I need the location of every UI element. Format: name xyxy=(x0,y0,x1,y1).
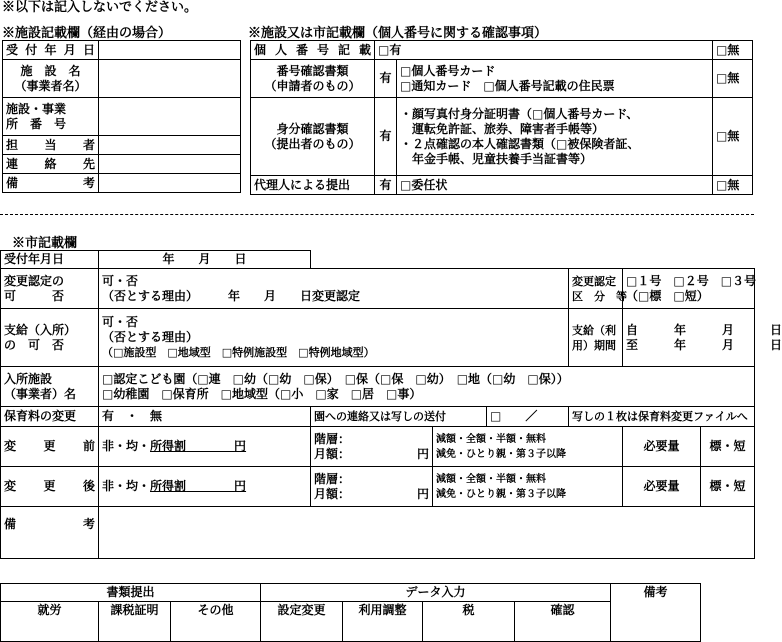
before-label: 変 更 前 xyxy=(1,427,99,467)
city-remarks-field[interactable] xyxy=(99,507,755,559)
proxy-mandate-checkbox[interactable]: □委任状 xyxy=(397,176,713,195)
change-cert-content[interactable]: 可・否 （否とする理由） 年 月 日変更認定 xyxy=(99,269,569,309)
city-section-title: ※市記載欄 xyxy=(12,236,78,251)
identity-doc-none-checkbox[interactable]: □無 xyxy=(713,98,753,176)
proxy-label: 代理人による提出 xyxy=(251,176,375,195)
after-need: 必要量 xyxy=(623,467,701,507)
remarks-label: 備 考 xyxy=(3,174,99,193)
col-employment: 就労 xyxy=(1,602,99,642)
change-kubun-options[interactable]: □１号 □２号 □３号 （□標 □短） xyxy=(623,269,755,309)
before-reduction[interactable]: 減額・全額・半額・無料 減免・ひとり親・第３子以降 xyxy=(433,427,623,467)
col-other: その他 xyxy=(171,602,261,642)
contact-label: 連 絡 先 xyxy=(3,155,99,174)
number-doc-yes: 有 xyxy=(375,60,397,98)
city-main-table xyxy=(0,268,782,559)
proxy-yes: 有 xyxy=(375,176,397,195)
enroll-facility-label: 入所施設 （事業者）名 xyxy=(1,367,99,407)
before-income[interactable]: 非・均・所得割 円 xyxy=(99,427,311,467)
contact-field[interactable] xyxy=(99,155,241,174)
fee-change-options[interactable]: 有 ・ 無 xyxy=(99,407,311,427)
mynumber-table xyxy=(250,40,753,195)
mynumber-yes-checkbox[interactable]: □有 xyxy=(375,41,713,60)
facility-section-title: ※施設記載欄（経由の場合） xyxy=(2,26,172,41)
city-reception-label: 受付年月日 xyxy=(1,251,99,269)
staff-label: 担 当 者 xyxy=(3,136,99,155)
facility-number-label: 施設・事業 所 番 号 xyxy=(3,98,99,136)
payment-label: 支給（入所） の 可 否 xyxy=(1,309,99,367)
number-doc-none-checkbox[interactable]: □無 xyxy=(713,60,753,98)
facility-name-label: 施 設 名 （事業者名） xyxy=(3,60,99,98)
fee-notice-label: 園への連絡又は写しの送付 xyxy=(311,407,487,427)
fee-notice-date[interactable]: □ ／ xyxy=(487,407,569,427)
docs-submission-header: 書類提出 xyxy=(1,584,261,602)
mynumber-section-title: ※施設又は市記載欄（個人番号に関する確認事項） xyxy=(248,26,548,41)
reception-date-field[interactable] xyxy=(99,41,241,60)
before-std[interactable]: 標・短 xyxy=(701,427,755,467)
after-reduction[interactable]: 減額・全額・半額・無料 減免・ひとり親・第３子以降 xyxy=(433,467,623,507)
facility-table xyxy=(2,40,241,193)
payment-content[interactable]: 可・否 （否とする理由） （□施設型 □地域型 □特例施設型 □特例地域型） xyxy=(99,309,569,367)
city-remarks-label: 備 考 xyxy=(1,507,99,559)
dashed-separator xyxy=(0,214,754,215)
before-tier[interactable]: 階層： 月額： 円 xyxy=(311,427,433,467)
payment-period-dates[interactable]: 自 年 月 日 至 年 月 日 xyxy=(623,309,755,367)
facility-name-field[interactable] xyxy=(99,60,241,98)
bottom-remarks-header: 備考 xyxy=(611,584,701,642)
mynumber-label: 個人番号記載 xyxy=(251,41,375,60)
col-usage-adjust: 利用調整 xyxy=(343,602,423,642)
mynumber-no-checkbox[interactable]: □無 xyxy=(713,41,753,60)
city-reception-table xyxy=(0,250,311,269)
col-tax: 税 xyxy=(423,602,515,642)
staff-field[interactable] xyxy=(99,136,241,155)
city-reception-date[interactable]: 年 月 日 xyxy=(99,251,311,269)
bottom-table xyxy=(0,583,701,642)
after-income[interactable]: 非・均・所得割 円 xyxy=(99,467,311,507)
identity-doc-yes: 有 xyxy=(375,98,397,176)
reception-date-label: 受付年月日 xyxy=(3,41,99,60)
change-kubun-label: 変更認定 区 分 等 xyxy=(569,269,623,309)
number-doc-options[interactable]: □個人番号カード □通知カード □個人番号記載の住民票 xyxy=(397,60,713,98)
col-setting-change: 設定変更 xyxy=(261,602,343,642)
after-std[interactable]: 標・短 xyxy=(701,467,755,507)
facility-number-field[interactable] xyxy=(99,98,241,136)
remarks-field[interactable] xyxy=(99,174,241,193)
before-need: 必要量 xyxy=(623,427,701,467)
identity-doc-label: 身分確認書類 （提出者のもの） xyxy=(251,98,375,176)
identity-doc-options[interactable]: ・顔写真付身分証明書（□個人番号カード、 運転免許証、旅券、障害者手帳等） ・２点確認の本人確認書類（□被保険者証、 年金手帳、児童扶養手当証書等） xyxy=(397,98,713,176)
data-entry-header: データ入力 xyxy=(261,584,611,602)
enroll-facility-options[interactable]: □認定こども園（□連 □幼（□幼 □保） □保（□保 □幼） □地（□幼 □保）） □幼稚園 □保育所 □地域型（□小 □家 □居 □事） xyxy=(99,367,755,407)
payment-period-label: 支給（利 用）期間 xyxy=(569,309,623,367)
number-doc-label: 番号確認書類 （申請者のもの） xyxy=(251,60,375,98)
col-confirm: 確認 xyxy=(515,602,611,642)
fee-change-label: 保育料の変更 xyxy=(1,407,99,427)
after-tier[interactable]: 階層： 月額： 円 xyxy=(311,467,433,507)
after-label: 変 更 後 xyxy=(1,467,99,507)
col-tax-cert: 課税証明 xyxy=(99,602,171,642)
fee-notice-note: 写しの１枚は保育料変更ファイルへ xyxy=(569,407,755,427)
header-note: ※以下は記入しないでください。 xyxy=(2,0,198,15)
proxy-none-checkbox[interactable]: □無 xyxy=(713,176,753,195)
change-cert-label: 変更認定の 可 否 xyxy=(1,269,99,309)
